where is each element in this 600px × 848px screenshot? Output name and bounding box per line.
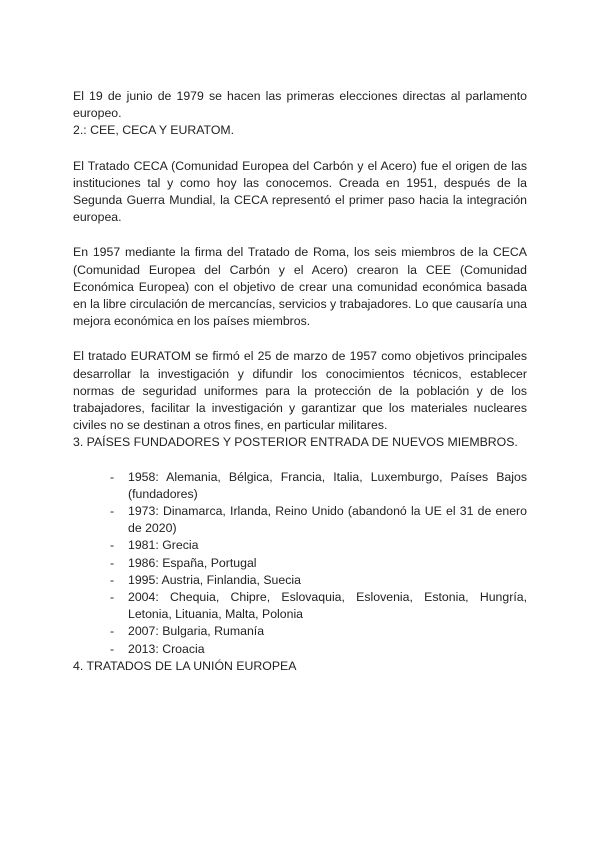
section-heading-4: 4. TRATADOS DE LA UNIÓN EUROPEA <box>73 658 297 673</box>
list-marker: - <box>110 641 115 656</box>
member-entry-list <box>73 469 527 658</box>
list-item: - 2004: Chequia, Chipre, Eslovaquia, Eslovenia, Estonia, Hungría, Letonia, Lituania, Malta, Polonia <box>110 590 527 622</box>
list-marker: - <box>110 624 115 639</box>
ceca-paragraph: El Tratado CECA (Comunidad Europea del Carbón y el Acero) fue el origen de las instituciones tal y como hoy las conocemos. Creada en 1951, después de la Segunda Guerra Mundial, la CECA representó el primer paso hacia la integración europea. <box>73 158 527 225</box>
list-item: - 1986: España, Portugal <box>110 555 527 572</box>
list-marker: - <box>110 469 115 484</box>
section-heading-2: 2.: CEE, CECA Y EURATOM. <box>73 123 235 138</box>
cee-paragraph: En 1957 mediante la firma del Tratado de Roma, los seis miembros de la CECA (Comunidad Europea del Carbón y el Acero) crearon la CEE (Comunidad Económica Europea) con el objetivo de crear una comunidad económica basada en la libre circulación de mercancías, servicios y trabajadores. Lo que causaría una mejora económica en los países miembros. <box>73 245 527 329</box>
list-marker: - <box>110 590 115 605</box>
list-item: - 1981: Grecia <box>110 537 527 554</box>
list-item: - 2007: Bulgaria, Rumanía <box>110 623 527 640</box>
section-heading-3: 3. PAÍSES FUNDADORES Y POSTERIOR ENTRADA DE NUEVOS MIEMBROS. <box>73 435 518 450</box>
list-item: - 1958: Alemania, Bélgica, Francia, Italia, Luxemburgo, Países Bajos (fundadores) <box>110 469 527 501</box>
list-item: - 1995: Austria, Finlandia, Suecia <box>110 572 527 589</box>
list-marker: - <box>110 572 115 587</box>
list-item: - 1973: Dinamarca, Irlanda, Reino Unido (abandonó la UE el 31 de enero de 2020) <box>110 504 527 536</box>
intro-paragraph: El 19 de junio de 1979 se hacen las primeras elecciones directas al parlamento europeo. <box>73 89 527 121</box>
list-marker: - <box>110 555 115 570</box>
list-marker: - <box>110 538 115 553</box>
list-marker: - <box>110 504 115 519</box>
list-item: - 2013: Croacia <box>110 641 527 658</box>
euratom-paragraph: El tratado EURATOM se firmó el 25 de marzo de 1957 como objetivos principales desarrollar la investigación y difundir los conocimientos técnicos, establecer normas de seguridad uniformes para la protección de la población y de los trabajadores, facilitar la investigación y garantizar que los materiales nucleares civiles no se destinan a otros fines, en particular militares. <box>73 349 527 433</box>
